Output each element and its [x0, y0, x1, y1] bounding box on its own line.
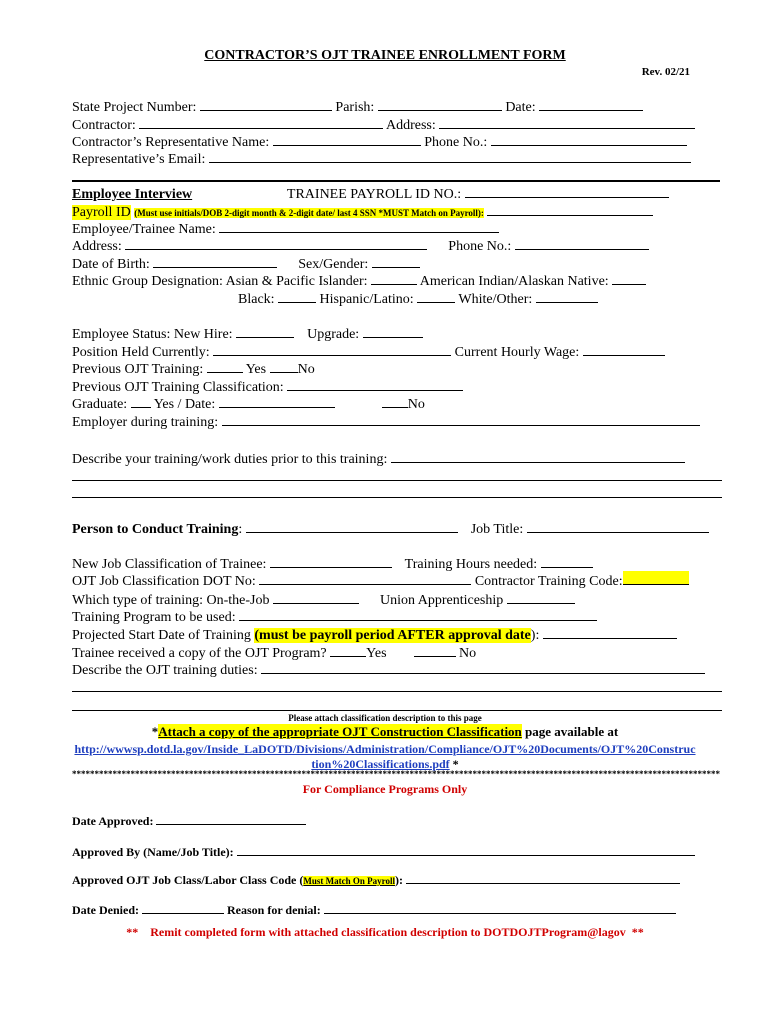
attach-highlight: Attach a copy of the appropriate OJT Construction Classification: [158, 724, 522, 739]
prev-ojt-yes-field[interactable]: [207, 359, 243, 373]
received-yes-label: Yes: [366, 646, 387, 661]
compliance-row-3: [72, 870, 680, 890]
reason-denial-label: Reason for denial:: [226, 903, 321, 917]
state-project-field[interactable]: [200, 97, 332, 111]
payroll-id-label: Payroll ID: [72, 205, 131, 220]
graduate-label: Graduate:: [72, 397, 128, 412]
employer-field[interactable]: [222, 412, 700, 426]
prev-class-label: Previous OJT Training Classification:: [72, 380, 284, 395]
reason-denial-field[interactable]: [324, 900, 676, 914]
upgrade-label: Upgrade:: [307, 327, 360, 342]
start-date-note: (must be payroll period AFTER approval date: [254, 628, 531, 643]
graduate-yes-date-label: Yes / Date:: [153, 397, 216, 412]
prev-ojt-no-label: No: [297, 362, 315, 377]
sex-label: Sex/Gender:: [298, 257, 369, 272]
trainee-address-field[interactable]: [125, 236, 427, 250]
hours-label: Training Hours needed:: [404, 557, 538, 572]
employee-row-6: [72, 271, 646, 290]
classification-url-link-cont[interactable]: tion%20Classifications.pdf: [311, 757, 450, 771]
program-label: Training Program to be used:: [72, 610, 236, 625]
class-code-label: Approved OJT Job Class/Labor Class Code (: [72, 873, 304, 887]
remit-instructions: ** Remit completed form with attached classification description to DOTDOJTProgram@lagov **: [126, 925, 644, 939]
training-code-field[interactable]: [623, 571, 689, 585]
prev-ojt-no-field[interactable]: [270, 359, 298, 373]
union-label: Union Apprenticeship: [380, 593, 504, 608]
position-label: Position Held Currently:: [72, 345, 210, 360]
employee-row-1: [72, 184, 669, 203]
trainee-name-field[interactable]: [219, 219, 499, 233]
attach-page-available: page available at: [521, 724, 619, 739]
training-row-5: [72, 607, 597, 626]
start-date-field[interactable]: [543, 625, 677, 639]
black-label: Black:: [238, 292, 275, 307]
describe-prior-line-3[interactable]: [72, 497, 722, 498]
person-training-colon: :: [238, 522, 243, 537]
rep-phone-label: Phone No.:: [424, 135, 488, 150]
person-training-label: Person to Conduct Training: [72, 522, 239, 537]
wage-label: Current Hourly Wage:: [454, 345, 580, 360]
hispanic-field[interactable]: [417, 289, 455, 303]
status-row-6: [72, 412, 700, 431]
dot-no-label: OJT Job Classification DOT No:: [72, 574, 256, 589]
wage-field[interactable]: [583, 342, 665, 356]
classification-url-star: *: [449, 757, 459, 771]
training-row-3: [72, 571, 689, 590]
section-divider: [72, 180, 720, 182]
parish-field[interactable]: [378, 97, 502, 111]
graduate-yes-field[interactable]: [131, 394, 151, 408]
graduate-date-field[interactable]: [219, 394, 335, 408]
job-title-field[interactable]: [527, 519, 709, 533]
date-field[interactable]: [539, 97, 643, 111]
employee-row-7: [238, 289, 598, 308]
state-project-label: State Project Number:: [72, 100, 197, 115]
date-approved-label: Date Approved:: [72, 814, 154, 828]
approved-by-field[interactable]: [237, 842, 695, 856]
employee-interview-heading: Employee Interview: [72, 187, 193, 202]
payroll-id-field[interactable]: [487, 202, 653, 216]
date-approved-field[interactable]: [156, 811, 306, 825]
describe-prior-label: Describe your training/work duties prior to this training:: [72, 452, 388, 467]
hispanic-label: Hispanic/Latino:: [319, 292, 414, 307]
training-row-6: [72, 625, 677, 644]
trainee-name-label: Employee/Trainee Name:: [72, 222, 216, 237]
dob-field[interactable]: [153, 254, 277, 268]
new-class-field[interactable]: [270, 554, 392, 568]
describe-ojt-line-2[interactable]: [72, 691, 722, 692]
rep-name-field[interactable]: [273, 132, 421, 146]
employer-label: Employer during training:: [72, 415, 219, 430]
status-row-5: [72, 394, 425, 413]
new-hire-field[interactable]: [236, 324, 294, 338]
describe-prior-line-2[interactable]: [72, 480, 722, 481]
date-label: Date:: [505, 100, 536, 115]
compliance-row-1: [72, 811, 306, 830]
dot-no-field[interactable]: [259, 571, 471, 585]
graduate-no-label: No: [407, 397, 425, 412]
white-label: White/Other:: [458, 292, 533, 307]
payroll-id-note: (Must use initials/DOB 2-digit month & 2-digit date/ last 4 SSN *MUST Match on Payroll):: [134, 208, 484, 218]
black-field[interactable]: [278, 289, 316, 303]
describe-ojt-field[interactable]: [261, 660, 705, 674]
date-denied-field[interactable]: [142, 900, 224, 914]
attach-star: *: [151, 724, 159, 739]
dob-label: Date of Birth:: [72, 257, 150, 272]
form-title: CONTRACTOR’S OJT TRAINEE ENROLLMENT FORM: [204, 48, 566, 63]
rep-email-field[interactable]: [209, 149, 691, 163]
asian-field[interactable]: [371, 271, 417, 285]
received-no-field[interactable]: [414, 643, 456, 657]
program-field[interactable]: [239, 607, 597, 621]
approved-by-label: Approved By (Name/Job Title):: [72, 845, 234, 859]
upgrade-field[interactable]: [363, 324, 423, 338]
rep-name-label: Contractor’s Representative Name:: [72, 135, 270, 150]
star-divider: ************************************************************************************************************************************************: [72, 769, 720, 779]
contractor-address-label: Address:: [386, 118, 436, 133]
job-title-label: Job Title:: [470, 522, 524, 537]
trainee-phone-label: Phone No.:: [448, 239, 512, 254]
prev-ojt-label: Previous OJT Training:: [72, 362, 204, 377]
contractor-field[interactable]: [139, 115, 383, 129]
payroll-id-no-label: TRAINEE PAYROLL ID NO.:: [286, 187, 462, 202]
contractor-address-field[interactable]: [439, 115, 695, 129]
start-date-colon: ):: [530, 628, 540, 643]
which-type-label: Which type of training: On-the-Job: [72, 593, 270, 608]
attach-line: [0, 724, 770, 740]
compliance-row-4: [72, 900, 676, 919]
contractor-label: Contractor:: [72, 118, 136, 133]
american-indian-field[interactable]: [612, 271, 646, 285]
hours-field[interactable]: [541, 554, 593, 568]
received-copy-label: Trainee received a copy of the OJT Program?: [72, 646, 327, 661]
describe-prior-field[interactable]: [391, 449, 685, 463]
date-denied-label: Date Denied:: [72, 903, 139, 917]
describe-ojt-line-3[interactable]: [72, 710, 722, 711]
new-hire-label: Employee Status: New Hire:: [72, 327, 233, 342]
classification-url-link[interactable]: http://wwwsp.dotd.la.gov/Inside_LaDOTD/Divisions/Administration/Compliance/OJT%20Documents/OJT%20Construc: [74, 742, 696, 756]
revision-label: Rev. 02/21: [641, 66, 690, 78]
compliance-heading: For Compliance Programs Only: [302, 782, 468, 796]
prev-class-field[interactable]: [287, 377, 463, 391]
attach-note: Please attach classification description to this page: [288, 713, 482, 723]
american-indian-label: American Indian/Alaskan Native:: [419, 274, 609, 289]
status-row-1: [72, 324, 423, 343]
position-field[interactable]: [213, 342, 451, 356]
parish-label: Parish:: [335, 100, 375, 115]
union-field[interactable]: [507, 590, 575, 604]
start-date-label: Projected Start Date of Training: [72, 628, 251, 643]
graduate-no-field[interactable]: [382, 394, 408, 408]
ethnic-label: Ethnic Group Designation: Asian & Pacific Islander:: [72, 274, 368, 289]
rep-phone-field[interactable]: [491, 132, 687, 146]
training-row-1: [72, 519, 709, 538]
describe-ojt-label: Describe the OJT training duties:: [72, 663, 258, 678]
trainee-address-label: Address:: [72, 239, 122, 254]
employee-row-4: [72, 236, 649, 255]
trainee-phone-field[interactable]: [515, 236, 649, 250]
class-code-field[interactable]: [406, 870, 680, 884]
training-code-label: Contractor Training Code:: [474, 574, 623, 589]
contractor-row-1: [72, 97, 643, 116]
contractor-row-4: [72, 149, 691, 168]
status-row-7: [72, 449, 685, 468]
received-no-label: No: [459, 646, 477, 661]
training-row-8: [72, 660, 705, 679]
class-code-colon: ):: [394, 873, 403, 887]
compliance-row-2: [72, 842, 695, 861]
payroll-id-no-field[interactable]: [465, 184, 669, 198]
new-class-label: New Job Classification of Trainee:: [72, 557, 267, 572]
must-match-note: Must Match On Payroll: [303, 876, 395, 886]
person-training-field[interactable]: [246, 519, 458, 533]
white-field[interactable]: [536, 289, 598, 303]
on-the-job-field[interactable]: [273, 590, 359, 604]
rep-email-label: Representative’s Email:: [72, 152, 206, 167]
received-yes-field[interactable]: [330, 643, 366, 657]
prev-ojt-yes-label: Yes: [245, 362, 267, 377]
status-row-3: [72, 359, 315, 378]
sex-field[interactable]: [372, 254, 420, 268]
